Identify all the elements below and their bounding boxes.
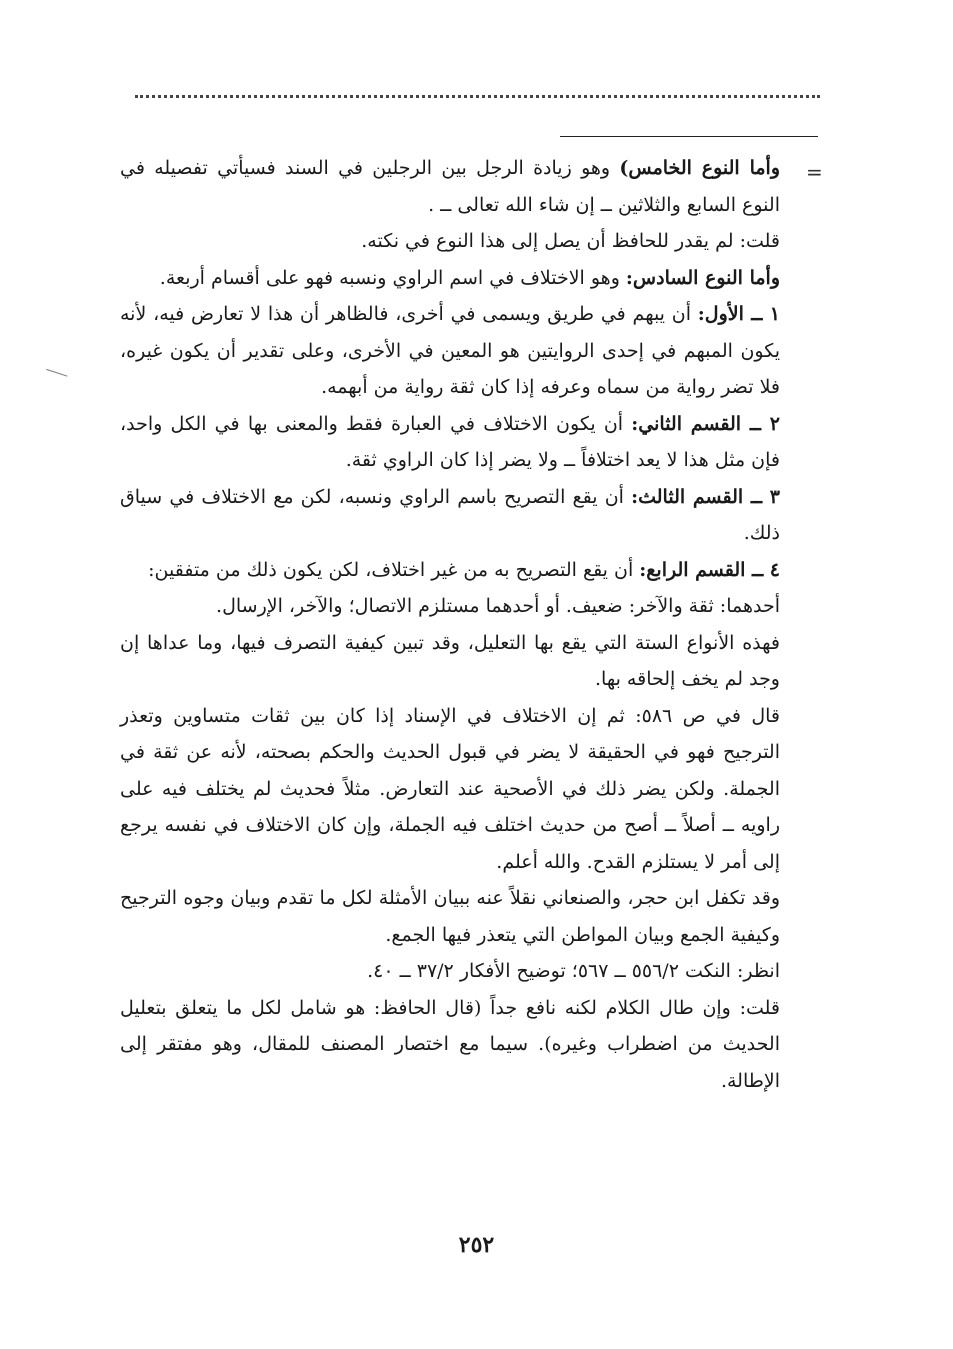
paragraph: فهذه الأنواع الستة التي يقع بها التعليل، وقد تبين كيفية التصرف فيها، وما عداها إن وجد لم يخف إلحاقه بها. (120, 631, 780, 690)
continuation-marker: = (806, 160, 823, 184)
paragraph: ١ ــ الأول: أن يبهم في طريق ويسمى في أخرى، فالظاهر أن هذا لا تعارض فيه، لأنه يكون المبهم في إحدى الروايتين هو المعين في الأخرى، وعلى تقدير أن يكون غيره، فلا تضر رواية من سماه وعرفه إذا كان ثقة رواية من أبهمه. (120, 303, 780, 398)
paragraph: انظر: النكت ٥٥٦/٢ ــ ٥٦٧؛ توضيح الأفكار ٣٧/٢ ــ ٤٠. (367, 960, 780, 982)
paragraph: وقد تكفل ابن حجر، والصنعاني نقلاً عنه ببيان الأمثلة لكل ما تقدم وبيان وجوه الترجيح وكيفية الجمع وبيان المواطن التي يتعذر فيها الجمع. (120, 887, 780, 946)
paragraph: قال في ص ٥٨٦: ثم إن الاختلاف في الإسناد إذا كان بين ثقات متساوين وتعذر الترجيح فهو في الحقيقة لا يضر في قبول الحديث والحكم بصحته، لأنه عن ثقة في الجملة. ولكن يضر ذلك في الأصحية عند التعارض. مثلاً فحديث لم يختلف فيه على راويه ــ أصلاً ــ أصح من حديث اختلف فيه الجملة، وإن كان الاختلاف في نفسه يرجع إلى أمر لا يستلزم القدح. والله أعلم. (120, 704, 780, 873)
paragraph: أحدهما: ثقة والآخر: ضعيف. أو أحدهما مستلزم الاتصال؛ والآخر، الإرسال. (216, 595, 780, 617)
footnote-separator (560, 136, 818, 137)
paragraph: وأما النوع السادس: وهو الاختلاف في اسم الراوي ونسبه فهو على أقسام أربعة. (159, 266, 780, 289)
header-dotted-rule (135, 95, 820, 102)
paragraph: ٤ ــ القسم الرابع: أن يقع التصريح به من غير اختلاف، لكن يكون ذلك من متفقين: (148, 558, 780, 581)
footnote-body (120, 150, 780, 1099)
paragraph: قلت: لم يقدر للحافظ أن يصل إلى هذا النوع في نكته. (361, 230, 780, 252)
paragraph: ٢ ــ القسم الثاني: أن يكون الاختلاف في العبارة فقط والمعنى بها في الكل واحد، فإن مثل هذا لا يعد اختلافاً ــ ولا يضر إذا كان الراوي ثقة. (120, 412, 780, 471)
paragraph: ٣ ــ القسم الثالث: أن يقع التصريح باسم الراوي ونسبه، لكن مع الاختلاف في سياق ذلك. (120, 485, 780, 544)
margin-mark (43, 369, 68, 388)
page-number: ٢٥٢ (458, 1232, 495, 1258)
paragraph: وأما النوع الخامس) وهو زيادة الرجل بين الرجلين في السند فسيأتي تفصيله في النوع السابع والثلاثين ــ إن شاء الله تعالى ــ . (120, 157, 780, 216)
paragraph: قلت: وإن طال الكلام لكنه نافع جداً (قال الحافظ: هو شامل لكل ما يتعلق بتعليل الحديث من اضطراب وغيره). سيما مع اختصار المصنف للمقال، وهو مفتقر إلى الإطالة. (120, 996, 780, 1092)
